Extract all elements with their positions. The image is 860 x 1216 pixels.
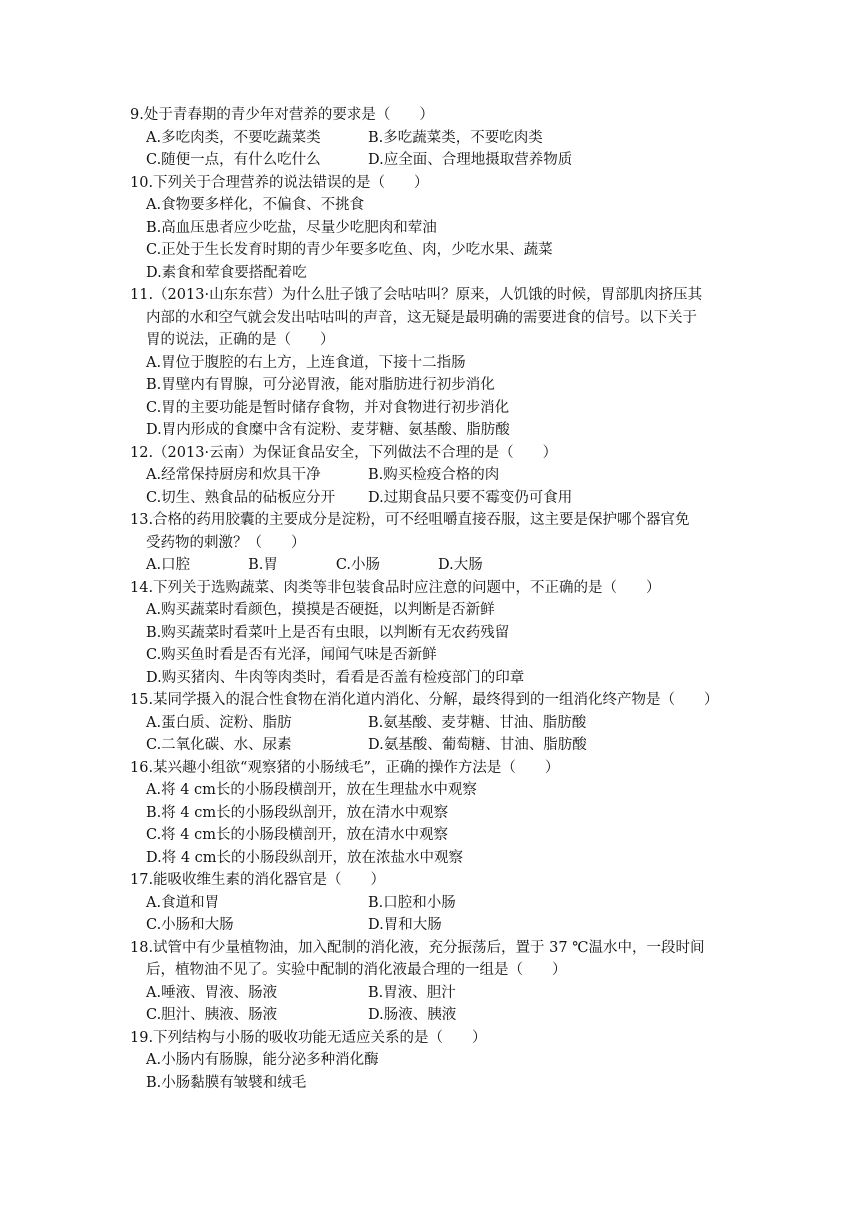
- answer-option: C.胃的主要功能是暂时储存食物，并对食物进行初步消化: [146, 399, 510, 416]
- option-row: [130, 1049, 740, 1072]
- option-row: [130, 149, 740, 172]
- option-row: [130, 982, 740, 1005]
- question-item: [130, 104, 740, 172]
- answer-option: D.将 4 cm长的小肠段纵剖开，放在浓盐水中观察: [146, 849, 464, 866]
- question-item: [130, 577, 740, 690]
- answer-option: A.胃位于腹腔的右上方，上连食道，下接十二指肠: [146, 354, 466, 371]
- answer-option: A.食物要多样化，不偏食、不挑食: [146, 197, 365, 213]
- option-row: [130, 464, 740, 487]
- option-row: [130, 262, 740, 285]
- answer-option: C.二氧化碳、水、尿素: [146, 737, 292, 753]
- answer-option: C.购买鱼时看是否有光泽，闻闻气味是否新鲜: [146, 647, 437, 663]
- answer-option: B.氨基酸、麦芽糖、甘油、脂肪酸: [368, 714, 587, 731]
- question-stem: 18.试管中有少量植物油，加入配制的消化液，充分振荡后，置于 37 ℃温水中，一段时间: [130, 939, 705, 956]
- question-stem: 内部的水和空气就会发出咕咕叫的声音，这无疑是最明确的需要进食的信号。以下关于: [146, 309, 697, 326]
- question-item: [130, 172, 740, 285]
- option-row: [130, 847, 740, 870]
- option-row: [130, 554, 740, 577]
- option-row: [130, 419, 740, 442]
- option-row: [130, 352, 740, 375]
- question-item: [130, 284, 740, 442]
- question-stem: 受药物的刺激？（ ）: [146, 534, 306, 551]
- answer-option: D.肠液、胰液: [368, 1007, 457, 1023]
- answer-option: B.口腔和小肠: [368, 894, 456, 911]
- answer-option: B.购买蔬菜时看菜叶上是否有虫眼，以判断有无农药残留: [146, 624, 510, 641]
- option-row: [130, 194, 740, 217]
- answer-option: A.蛋白质、淀粉、脂肪: [146, 714, 292, 731]
- option-row: [130, 824, 740, 847]
- answer-option: A.食道和胃: [146, 894, 220, 911]
- question-item: [130, 869, 740, 937]
- answer-option: D.胃内形成的食糜中含有淀粉、麦芽糖、氨基酸、脂肪酸: [146, 422, 510, 438]
- option-row: [130, 712, 740, 735]
- answer-option: D.应全面、合理地摄取营养物质: [368, 152, 573, 168]
- option-row: [130, 487, 740, 510]
- answer-option: A.唾液、胃液、肠液: [146, 984, 278, 1001]
- answer-option: B.胃液、胆汁: [368, 984, 456, 1001]
- question-stem: 9.处于青春期的青少年对营养的要求是（ ）: [130, 107, 434, 123]
- answer-option: B.小肠黏膜有皱襞和绒毛: [146, 1074, 307, 1091]
- option-row: [130, 644, 740, 667]
- answer-option: C.切生、熟食品的砧板应分开: [146, 489, 336, 506]
- option-row: [130, 779, 740, 802]
- question-stem: 胃的说法，正确的是（ ）: [146, 332, 335, 348]
- answer-option: D.购买猪肉、牛肉等肉类时，看看是否盖有检疫部门的印章: [146, 669, 525, 686]
- option-row: [130, 1004, 740, 1027]
- question-list: [130, 104, 740, 1094]
- answer-option: B.购买检疫合格的肉: [368, 467, 500, 483]
- answer-option: C.正处于生长发育时期的青少年要多吃鱼、肉，少吃水果、蔬菜: [146, 242, 553, 258]
- question-stem: 后，植物油不见了。实验中配制的消化液最合理的一组是（ ）: [146, 962, 567, 978]
- option-row: [130, 734, 740, 757]
- question-stem: 13.合格的药用胶囊的主要成分是淀粉，可不经咀嚼直接吞服，这主要是保护哪个器官免: [130, 512, 690, 528]
- answer-option: A.购买蔬菜时看颜色，摸摸是否硬挺，以判断是否新鲜: [146, 602, 495, 618]
- question-item: [130, 757, 740, 870]
- answer-option: C.胆汁、胰液、肠液: [146, 1007, 278, 1023]
- question-item: [130, 937, 740, 1027]
- question-item: [130, 442, 740, 510]
- answer-option: A.小肠内有肠腺，能分泌多种消化酶: [146, 1052, 379, 1068]
- question-stem: 12.（2013·云南）为保证食品安全，下列做法不合理的是（ ）: [130, 444, 558, 461]
- option-row: [130, 239, 740, 262]
- question-item: [130, 1027, 740, 1095]
- option-row: [130, 892, 740, 915]
- question-stem: 10.下列关于合理营养的说法错误的是（ ）: [130, 174, 429, 191]
- answer-option: D.过期食品只要不霉变仍可食用: [368, 489, 573, 506]
- answer-option: D.氨基酸、葡萄糖、甘油、脂肪酸: [368, 737, 587, 753]
- answer-option: B.高血压患者应少吃盐，尽量少吃肥肉和荤油: [146, 219, 437, 236]
- answer-option: A.多吃肉类，不要吃蔬菜类: [146, 129, 321, 146]
- answer-option: C.随便一点，有什么吃什么: [146, 152, 321, 168]
- question-stem: 19.下列结构与小肠的吸收功能无适应关系的是（ ）: [130, 1029, 487, 1046]
- question-stem: 11.（2013·山东东营）为什么肚子饿了会咕咕叫？原来，人饥饿的时候，胃部肌肉挤压其: [130, 287, 703, 303]
- option-row: [130, 127, 740, 150]
- option-row: [130, 217, 740, 240]
- question-stem: 16.某兴趣小组欲“观察猪的小肠绒毛”，正确的操作方法是（ ）: [130, 759, 560, 776]
- option-row: [130, 374, 740, 397]
- answer-option: C.将 4 cm长的小肠段横剖开，放在清水中观察: [146, 827, 448, 843]
- option-row: [130, 599, 740, 622]
- option-row: [130, 667, 740, 690]
- answer-option: A.经常保持厨房和炊具干净: [146, 467, 321, 483]
- option-row: [130, 914, 740, 937]
- option-row: [130, 802, 740, 825]
- question-stem: 15.某同学摄入的混合性食物在消化道内消化、分解，最终得到的一组消化终产物是（ ）: [130, 692, 719, 708]
- question-item: [130, 689, 740, 757]
- option-row: [130, 1072, 740, 1095]
- answer-option: C.小肠和大肠: [146, 917, 234, 933]
- option-row: [130, 397, 740, 420]
- answer-option: B.将 4 cm长的小肠段纵剖开，放在清水中观察: [146, 804, 449, 821]
- question-item: [130, 509, 740, 577]
- answer-option: A.将 4 cm长的小肠段横剖开，放在生理盐水中观察: [146, 782, 477, 798]
- question-stem: 14.下列关于选购蔬菜、肉类等非包装食品时应注意的问题中，不正确的是（ ）: [130, 579, 661, 596]
- option-row: [130, 622, 740, 645]
- answer-option: A.口腔 B.胃 C.小肠 D.大肠: [146, 557, 483, 573]
- answer-option: B.胃壁内有胃腺，可分泌胃液，能对脂肪进行初步消化: [146, 377, 495, 393]
- answer-option: D.素食和荤食要搭配着吃: [146, 264, 307, 281]
- question-stem: 17.能吸收维生素的消化器官是（ ）: [130, 872, 386, 888]
- answer-option: D.胃和大肠: [368, 917, 442, 933]
- answer-option: B.多吃蔬菜类，不要吃肉类: [368, 129, 543, 146]
